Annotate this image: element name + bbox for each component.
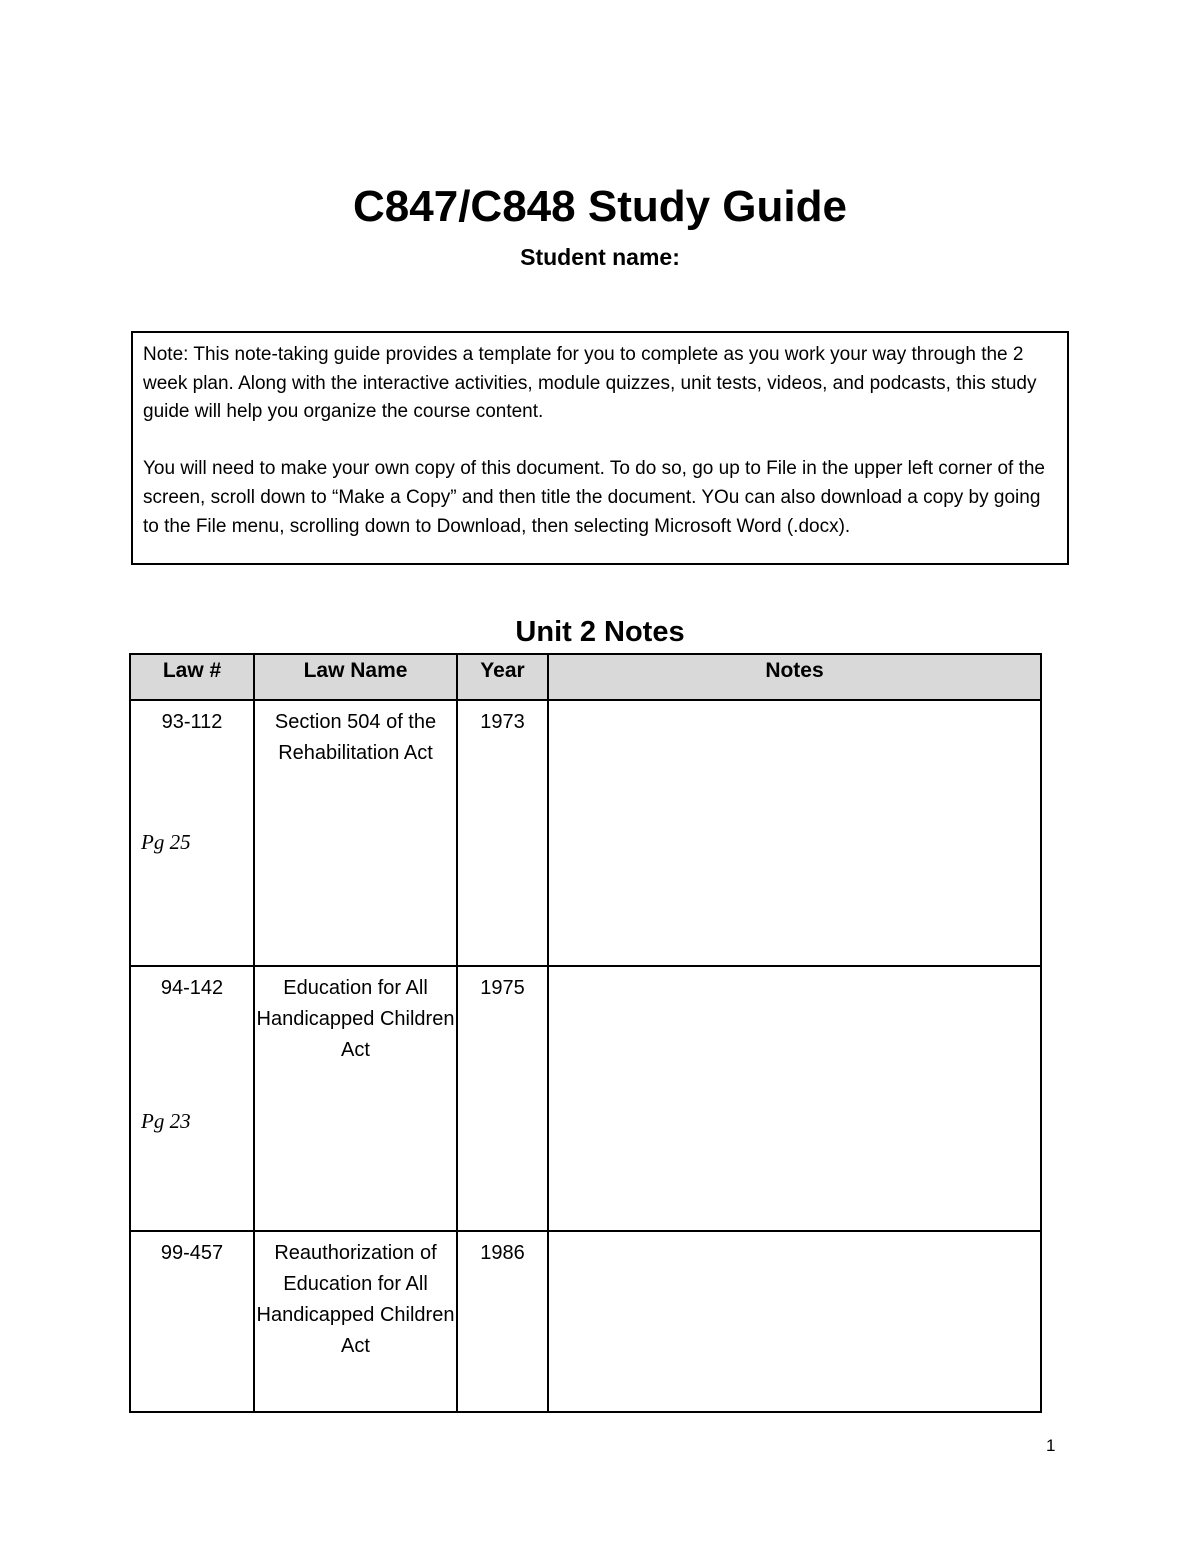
notes-cell[interactable]	[548, 1231, 1041, 1412]
table-row	[130, 966, 1041, 1231]
page-reference: Pg 25	[141, 830, 191, 854]
law-year: 1986	[457, 1231, 548, 1412]
law-year: 1975	[457, 966, 548, 1231]
laws-table	[129, 653, 1042, 1413]
page-title: C847/C848 Study Guide	[353, 182, 847, 231]
law-number-cell	[130, 966, 254, 1231]
law-name: Reauthorization of Education for All Handicapped Children Act	[254, 1231, 457, 1412]
header-year: Year	[457, 654, 548, 700]
law-number: 93-112	[161, 711, 223, 733]
law-number-cell	[130, 1231, 254, 1412]
note-box	[131, 331, 1069, 565]
law-year: 1973	[457, 700, 548, 966]
page-reference: Pg 23	[141, 1109, 191, 1133]
table-row	[130, 700, 1041, 966]
header-law-number: Law #	[130, 654, 254, 700]
law-number-cell	[130, 700, 254, 966]
page-number: 1	[1046, 1436, 1056, 1455]
table-header-row	[130, 654, 1041, 700]
notes-cell[interactable]	[548, 700, 1041, 966]
law-name: Education for All Handicapped Children Act	[254, 966, 457, 1231]
note-paragraph-2: You will need to make your own copy of this document. To do so, go up to File in the upper left corner of the screen, scroll down to “Make a Copy” and then title the document. YOu can also download a copy by going to the File menu, scrolling down to Download, then selecting Microsoft Word (.docx).	[143, 458, 1045, 537]
table-row	[130, 1231, 1041, 1412]
law-number: 99-457	[160, 1242, 224, 1264]
header-notes: Notes	[548, 654, 1041, 700]
student-name-label: Student name:	[520, 244, 680, 270]
header-law-name: Law Name	[254, 654, 457, 700]
notes-cell[interactable]	[548, 966, 1041, 1231]
law-name: Section 504 of the Rehabilitation Act	[254, 700, 457, 966]
unit-title: Unit 2 Notes	[515, 616, 685, 648]
law-number: 94-142	[160, 977, 224, 999]
note-paragraph-1: Note: This note-taking guide provides a template for you to complete as you work your way through the 2 week plan. Along with the interactive activities, module quizzes, unit tests, videos, and podcasts, this study guide will help you organize the course content.	[143, 344, 1037, 423]
